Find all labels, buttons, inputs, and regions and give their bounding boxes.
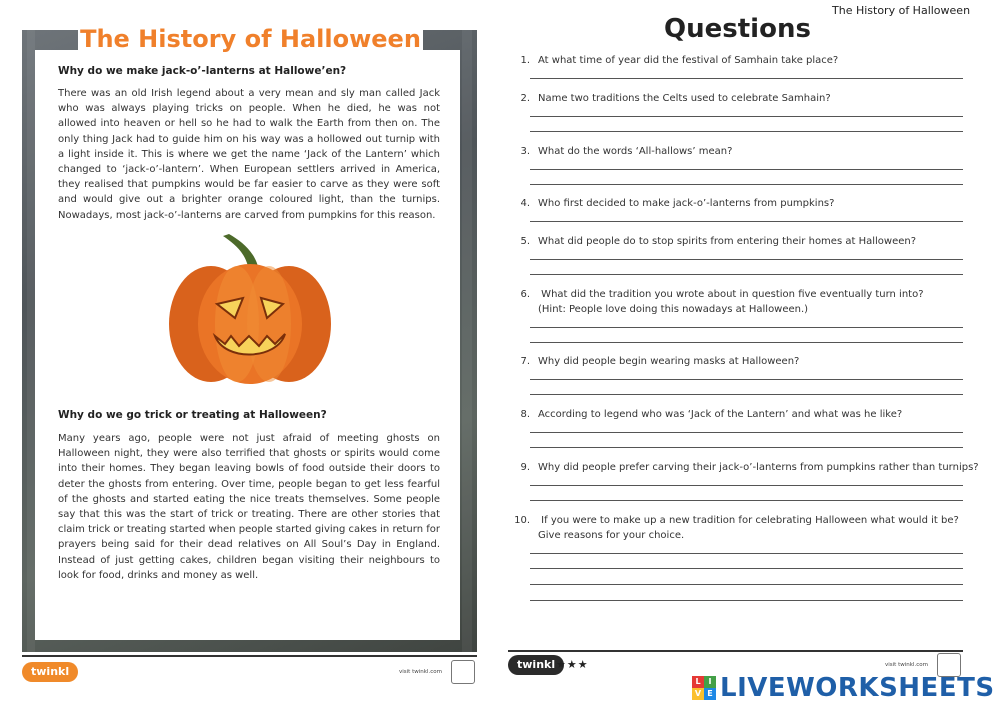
question-10: 10. If you were to make up a new tradition for celebrating Halloween what would it be? Give reasons for your choice. [514,515,959,541]
question-8: 8. According to legend who was ‘Jack of the Lantern’ and what was he like? [520,409,903,420]
answer-line [530,584,963,585]
liveworksheets-logo-icon: L I V E [692,676,716,700]
answer-line [530,553,963,554]
answer-line [530,184,963,185]
question-3: 3. What do the words ‘All-hallows’ mean? [520,146,733,157]
answer-line [530,500,963,501]
question-1: 1. At what time of year did the festival of Samhain take place? [520,55,839,66]
question-5: 5. What did people do to stop spirits from entering their homes at Halloween? [520,236,917,247]
answer-line [530,327,963,328]
section-text-trick-or-treating: Many years ago, people were not just afraid of meeting ghosts on Halloween night, they were also terrified that ghosts or spirits would come into their homes. They began leaving bowls of food outside their doors to deter the ghosts from entering. Over time, people began to get less fearful of the ghosts and started eating the nice treats themselves. Some people say that this was the start of trick or treating. There are other stories that claim trick or treating started when people started giving cakes in return for prayers being said for their dead relatives on All Soul’s Day in England. Instead of just getting cakes, children began visiting their neighbours to look for food, drinks and money as well. [58,433,440,581]
jack-o-lantern-pumpkin-icon [165,232,335,387]
answer-line [530,221,963,222]
question-9: 9. Why did people prefer carving their jack-o’-lanterns from pumpkins rather than turnips? [520,462,979,473]
questions-title: Questions [664,14,811,44]
answer-line [530,600,963,601]
answer-line [530,447,963,448]
question-2: 2. Name two traditions the Celts used to celebrate Samhain? [520,93,831,104]
answer-line [530,394,963,395]
footer-divider [508,650,963,652]
footer-divider [22,655,477,657]
quality-badge-icon [451,660,475,684]
answer-line [530,379,963,380]
liveworksheets-text: LIVEWORKSHEETS [720,673,995,703]
answer-line [530,274,963,275]
footer-visit-text: visit twinkl.com [885,662,928,668]
twinkl-logo: twinkl [508,655,564,675]
answer-line [530,432,963,433]
answer-line [530,169,963,170]
section-heading-trick-or-treating: Why do we go trick or treating at Halloween? [58,409,327,421]
question-4: 4. Who first decided to make jack-o’-lanterns from pumpkins? [520,198,835,209]
page-header: The History of Halloween [832,4,971,17]
page-title: The History of Halloween [80,25,421,53]
answer-line [530,485,963,486]
difficulty-stars: ★★★ [556,658,589,671]
answer-line [530,131,963,132]
footer-visit-text: visit twinkl.com [399,669,442,675]
question-6: 6. What did the tradition you wrote about in question five eventually turn into? (Hint: People love doing this nowadays at Halloween.) [520,289,924,315]
answer-line [530,259,963,260]
answer-line [530,78,963,79]
twinkl-logo: twinkl [22,662,78,682]
answer-line [530,116,963,117]
answer-line [530,568,963,569]
answer-line [530,342,963,343]
section-heading-jack-o-lanterns: Why do we make jack-o’-lanterns at Hallowe’en? [58,65,347,77]
section-text-jack-o-lanterns: There was an old Irish legend about a very mean and sly man called Jack who was always playing tricks on people. When he died, he was not allowed into heaven or hell so he had to walk the Earth from then on. The only thing Jack had to guide him on his way was a hollowed out turnip with a light inside it. This is where we get the name ‘Jack of the Lantern’ which changed to ‘jack-o’-lantern’. When European settlers arrived in America, they realised that pumpkins would be far easier to carve as they were soft and would give out a brighter orange coloured light, than the turnips. Nowadays, most jack-o’-lanterns are carved from pumpkins for this reason. [58,88,440,221]
question-7: 7. Why did people begin wearing masks at Halloween? [520,356,800,367]
liveworksheets-watermark[interactable] [692,673,995,703]
